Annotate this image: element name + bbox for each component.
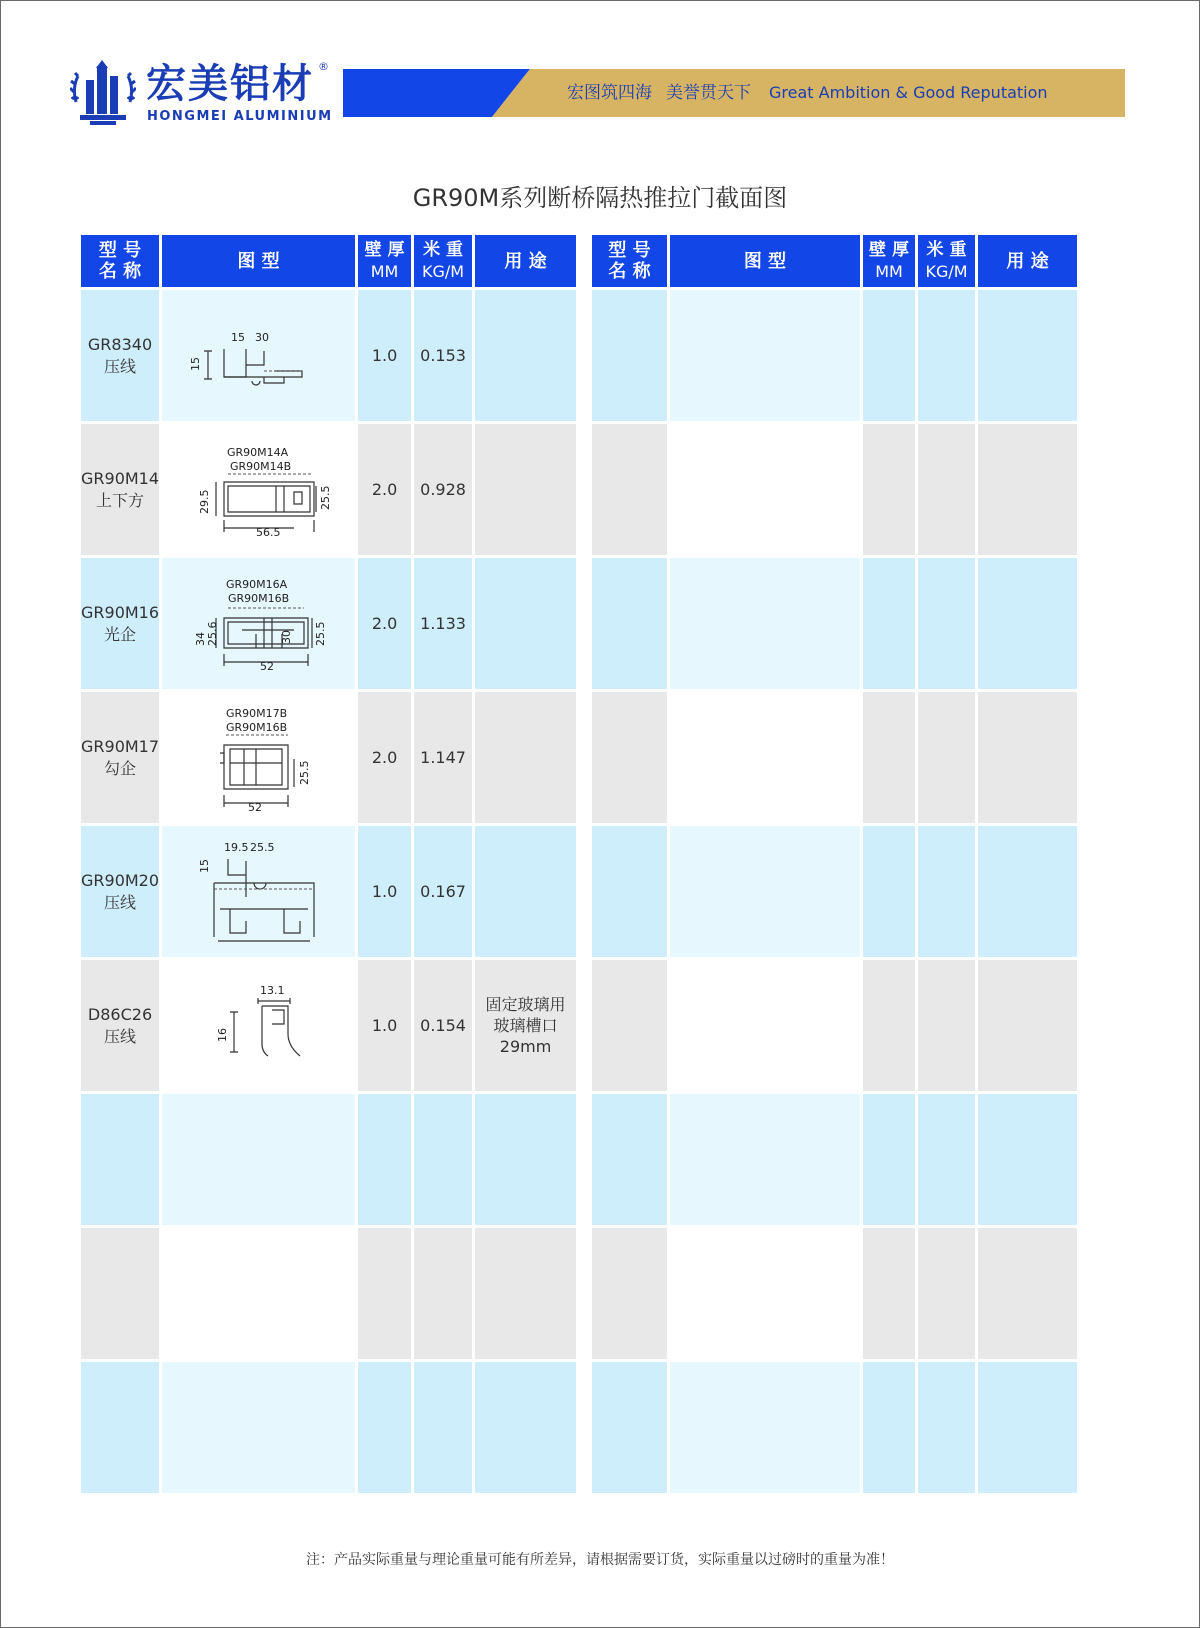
use-cell bbox=[475, 424, 576, 555]
figure-cell bbox=[670, 1362, 860, 1493]
wall-thickness-cell bbox=[358, 424, 411, 555]
weight-cell bbox=[414, 960, 472, 1091]
dimension-label: GR90M14A bbox=[226, 445, 288, 459]
slogan-cn-2: 美誉贯天下 bbox=[666, 83, 751, 103]
weight-cell bbox=[918, 424, 975, 555]
model-desc: 压线 bbox=[104, 356, 137, 376]
profile-table-right bbox=[589, 232, 1080, 1496]
dimension-label: 30 bbox=[279, 629, 293, 644]
table-row bbox=[592, 424, 1077, 555]
pressing-line-profile-icon bbox=[184, 321, 334, 391]
table-header-row bbox=[592, 235, 1077, 287]
profile-table-left bbox=[78, 232, 579, 1496]
use-cell bbox=[475, 1228, 576, 1359]
dimension-label: 13.1 bbox=[259, 983, 285, 997]
model-cell bbox=[592, 1228, 667, 1359]
pressing-line-profile-icon bbox=[184, 976, 334, 1076]
use-cell bbox=[978, 826, 1077, 957]
weight-cell bbox=[918, 1362, 975, 1493]
use-cell bbox=[978, 1094, 1077, 1225]
weight-cell bbox=[918, 960, 975, 1091]
wall-thickness-cell bbox=[358, 290, 411, 421]
table-row bbox=[592, 1094, 1077, 1225]
wall-thickness-value: 1.0 bbox=[371, 881, 398, 901]
header-model: 型 号 名 称 bbox=[81, 235, 159, 287]
model-cell bbox=[81, 1362, 159, 1493]
weight-value: 0.154 bbox=[420, 1015, 466, 1035]
weight-value: 0.167 bbox=[420, 881, 466, 901]
table-row bbox=[81, 558, 576, 689]
use-cell bbox=[978, 1362, 1077, 1493]
figure-cell bbox=[162, 1094, 355, 1225]
weight-value: 1.147 bbox=[420, 747, 466, 767]
dimension-label: GR90M17B bbox=[225, 706, 287, 720]
use-cell bbox=[475, 558, 576, 689]
weight-cell bbox=[918, 692, 975, 823]
model-cell bbox=[81, 692, 159, 823]
wall-thickness-cell bbox=[358, 1228, 411, 1359]
hook-stile-profile-icon bbox=[184, 703, 334, 813]
wall-thickness-value: 2.0 bbox=[371, 479, 398, 499]
weight-value: 0.928 bbox=[420, 479, 466, 499]
dimension-label: GR90M16A bbox=[225, 577, 287, 591]
dimension-label: 15 bbox=[230, 330, 245, 344]
figure-cell bbox=[162, 558, 355, 689]
use-line: 固定玻璃用 bbox=[485, 995, 566, 1014]
use-cell bbox=[475, 1094, 576, 1225]
slogan bbox=[567, 80, 1048, 106]
model-cell bbox=[81, 826, 159, 957]
header-model: 型 号 名 称 bbox=[592, 235, 667, 287]
use-cell bbox=[978, 290, 1077, 421]
wall-thickness-cell bbox=[358, 826, 411, 957]
table-row bbox=[592, 1228, 1077, 1359]
table-row bbox=[592, 692, 1077, 823]
footnote: 注：产品实际重量与理论重量可能有所差异，请根据需要订货，实际重量以过磅时的重量为准！ bbox=[306, 1552, 894, 1568]
slogan-cn-1: 宏图筑四海 bbox=[567, 83, 652, 103]
weight-cell bbox=[414, 1094, 472, 1225]
model-desc: 勾企 bbox=[104, 758, 137, 778]
profile-drawing bbox=[162, 692, 355, 823]
figure-cell bbox=[162, 1228, 355, 1359]
model-cell bbox=[592, 424, 667, 555]
use-cell bbox=[978, 1228, 1077, 1359]
table-row bbox=[81, 960, 576, 1091]
model-cell bbox=[81, 960, 159, 1091]
model-desc: 上下方 bbox=[96, 490, 145, 510]
dimension-label: 25.5 bbox=[313, 621, 327, 646]
use-cell bbox=[475, 1362, 576, 1493]
header-figure: 图 型 bbox=[670, 235, 860, 287]
model-cell bbox=[81, 558, 159, 689]
model-cell bbox=[81, 1228, 159, 1359]
table-row bbox=[592, 558, 1077, 689]
plain-stile-profile-icon bbox=[184, 574, 334, 674]
model-cell bbox=[592, 826, 667, 957]
wall-thickness-cell bbox=[863, 692, 915, 823]
dimension-label: 25.6 bbox=[205, 621, 219, 646]
brand-logo bbox=[70, 58, 340, 128]
brand-name-cn: 宏美铝材 bbox=[146, 61, 314, 107]
header-wall-thickness: 壁 厚 MM bbox=[863, 235, 915, 287]
model-code: GR90M16 bbox=[81, 602, 160, 622]
dimension-label: GR90M16B bbox=[225, 720, 287, 734]
figure-cell bbox=[670, 424, 860, 555]
wall-thickness-cell bbox=[358, 1094, 411, 1225]
dimension-label: GR90M14B bbox=[229, 459, 291, 473]
dimension-label: 25.5 bbox=[318, 485, 332, 510]
weight-cell bbox=[918, 826, 975, 957]
weight-value: 0.153 bbox=[420, 345, 466, 365]
weight-cell bbox=[918, 1094, 975, 1225]
weight-cell bbox=[414, 1228, 472, 1359]
model-desc: 光企 bbox=[104, 624, 137, 644]
dimension-label: 56.5 bbox=[255, 525, 281, 539]
use-cell bbox=[978, 692, 1077, 823]
model-cell bbox=[592, 1362, 667, 1493]
header-figure: 图 型 bbox=[162, 235, 355, 287]
dimension-label: 15 bbox=[188, 356, 202, 371]
top-bottom-rail-profile-icon bbox=[184, 440, 334, 540]
use-cell bbox=[978, 960, 1077, 1091]
dimension-label: 52 bbox=[259, 659, 274, 673]
brand-name-en: HONGMEI ALUMINIUM bbox=[147, 109, 333, 124]
use-cell bbox=[475, 826, 576, 957]
figure-cell bbox=[162, 290, 355, 421]
dimension-label: 29.5 bbox=[197, 489, 211, 514]
figure-cell bbox=[162, 826, 355, 957]
figure-cell bbox=[670, 826, 860, 957]
model-code: D86C26 bbox=[87, 1004, 153, 1024]
table-row bbox=[81, 1228, 576, 1359]
weight-cell bbox=[414, 558, 472, 689]
use-line: 玻璃槽口 bbox=[493, 1016, 558, 1035]
figure-cell bbox=[670, 1228, 860, 1359]
figure-cell bbox=[670, 960, 860, 1091]
profile-drawing bbox=[162, 558, 355, 689]
table-row bbox=[592, 826, 1077, 957]
model-cell bbox=[592, 1094, 667, 1225]
registered-mark: ® bbox=[318, 60, 329, 73]
wall-thickness-cell bbox=[863, 558, 915, 689]
table-row bbox=[81, 692, 576, 823]
weight-cell bbox=[414, 424, 472, 555]
model-code: GR90M20 bbox=[81, 870, 160, 890]
header-use: 用 途 bbox=[978, 235, 1077, 287]
wall-thickness-cell bbox=[358, 692, 411, 823]
weight-cell bbox=[414, 692, 472, 823]
wall-thickness-cell bbox=[863, 1094, 915, 1225]
weight-value: 1.133 bbox=[420, 613, 466, 633]
model-desc: 压线 bbox=[104, 892, 137, 912]
slogan-en: Great Ambition & Good Reputation bbox=[769, 83, 1048, 102]
wall-thickness-cell bbox=[863, 960, 915, 1091]
use-cell bbox=[475, 960, 576, 1091]
model-code: GR90M14 bbox=[81, 468, 160, 488]
wall-thickness-cell bbox=[358, 960, 411, 1091]
page-title: GR90M系列断桥隔热推拉门截面图 bbox=[412, 184, 788, 212]
header-use: 用 途 bbox=[475, 235, 576, 287]
model-cell bbox=[592, 960, 667, 1091]
dimension-label: 19.5 bbox=[223, 840, 249, 854]
use-cell bbox=[978, 558, 1077, 689]
weight-cell bbox=[414, 1362, 472, 1493]
figure-cell bbox=[670, 558, 860, 689]
wall-thickness-cell bbox=[863, 1228, 915, 1359]
table-row bbox=[592, 960, 1077, 1091]
dimension-label: 34 bbox=[193, 631, 207, 646]
dimension-label: 25.5 bbox=[249, 840, 275, 854]
header-wall-thickness: 壁 厚 MM bbox=[358, 235, 411, 287]
wall-thickness-value: 1.0 bbox=[371, 345, 398, 365]
table-row bbox=[592, 290, 1077, 421]
header-weight: 米 重 KG/M bbox=[414, 235, 472, 287]
table-row bbox=[81, 1362, 576, 1493]
model-cell bbox=[592, 558, 667, 689]
profile-drawing bbox=[162, 290, 355, 421]
wall-thickness-value: 2.0 bbox=[371, 747, 398, 767]
profile-drawing bbox=[162, 960, 355, 1091]
model-code: GR8340 bbox=[87, 334, 153, 354]
weight-cell bbox=[918, 1228, 975, 1359]
wall-thickness-cell bbox=[863, 1362, 915, 1493]
model-cell bbox=[81, 290, 159, 421]
wall-thickness-value: 2.0 bbox=[371, 613, 398, 633]
model-cell bbox=[81, 424, 159, 555]
dimension-label: 16 bbox=[215, 1027, 229, 1042]
wall-thickness-cell bbox=[863, 826, 915, 957]
figure-cell bbox=[670, 290, 860, 421]
model-cell bbox=[592, 692, 667, 823]
figure-cell bbox=[162, 424, 355, 555]
wall-thickness-cell bbox=[358, 558, 411, 689]
wall-thickness-cell bbox=[358, 1362, 411, 1493]
figure-cell bbox=[162, 960, 355, 1091]
dimension-label: 25.5 bbox=[297, 760, 311, 785]
profile-drawing bbox=[162, 424, 355, 555]
profile-drawing bbox=[162, 826, 355, 957]
use-cell bbox=[475, 692, 576, 823]
wall-thickness-value: 1.0 bbox=[371, 1015, 398, 1035]
figure-cell bbox=[162, 1362, 355, 1493]
weight-cell bbox=[918, 290, 975, 421]
table-row bbox=[81, 1094, 576, 1225]
weight-cell bbox=[414, 290, 472, 421]
wall-thickness-cell bbox=[863, 424, 915, 555]
header-weight: 米 重 KG/M bbox=[918, 235, 975, 287]
dimension-label: 15 bbox=[197, 858, 211, 873]
use-cell bbox=[978, 424, 1077, 555]
weight-cell bbox=[414, 826, 472, 957]
use-cell bbox=[475, 290, 576, 421]
model-cell bbox=[592, 290, 667, 421]
table-row bbox=[592, 1362, 1077, 1493]
dimension-label: GR90M16B bbox=[227, 591, 289, 605]
table-row bbox=[81, 290, 576, 421]
model-desc: 压线 bbox=[104, 1026, 137, 1046]
figure-cell bbox=[670, 1094, 860, 1225]
table-header-row bbox=[81, 235, 576, 287]
wall-thickness-cell bbox=[863, 290, 915, 421]
model-cell bbox=[81, 1094, 159, 1225]
dimension-label: 52 bbox=[247, 800, 262, 813]
logo-emblem-icon bbox=[70, 58, 136, 126]
model-code: GR90M17 bbox=[81, 736, 160, 756]
figure-cell bbox=[670, 692, 860, 823]
dimension-label: 30 bbox=[254, 330, 269, 344]
table-row bbox=[81, 424, 576, 555]
table-row bbox=[81, 826, 576, 957]
use-line: 29mm bbox=[499, 1037, 552, 1056]
weight-cell bbox=[918, 558, 975, 689]
figure-cell bbox=[162, 692, 355, 823]
pressing-line-profile-icon bbox=[184, 837, 334, 947]
